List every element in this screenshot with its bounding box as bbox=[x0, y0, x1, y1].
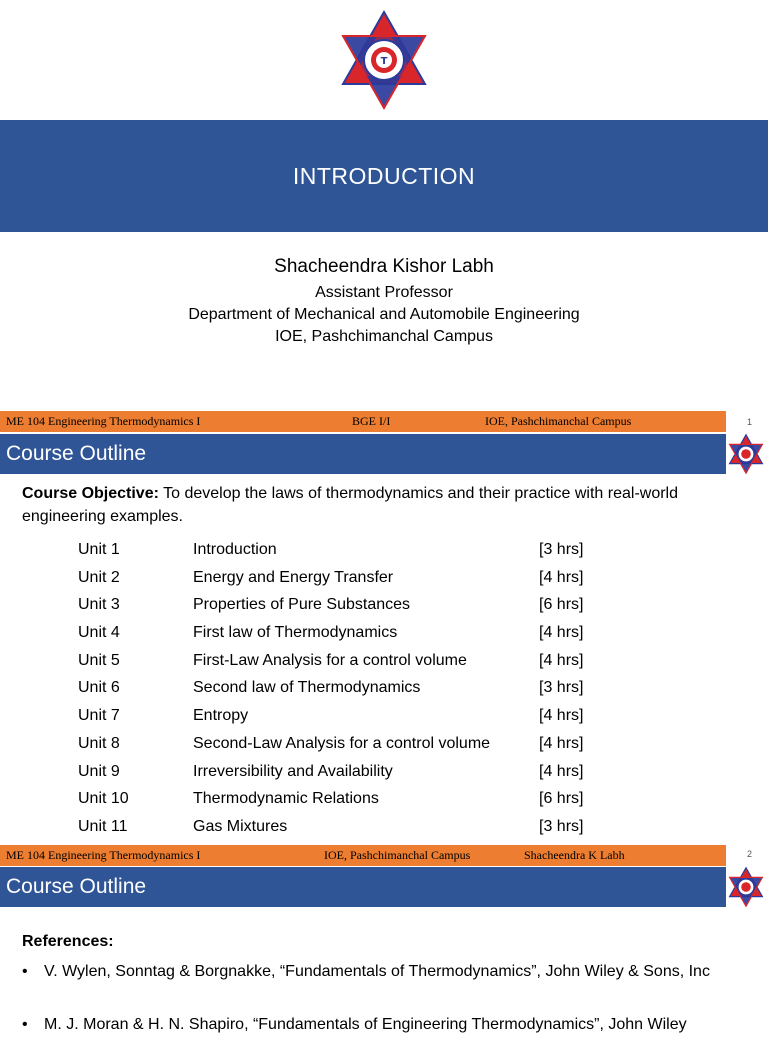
unit-title: Properties of Pure Substances bbox=[193, 596, 411, 614]
footer-author: Shacheendra K Labh bbox=[524, 848, 625, 862]
unit-title: Entropy bbox=[193, 707, 249, 725]
unit-row bbox=[78, 733, 638, 761]
unit-title: First law of Thermodynamics bbox=[193, 624, 398, 642]
unit-hours: [4 hrs] bbox=[539, 651, 584, 669]
unit-title: Irreversibility and Availability bbox=[193, 762, 393, 780]
unit-title: Introduction bbox=[193, 541, 277, 558]
unit-number: Unit 11 bbox=[78, 817, 128, 835]
reference-text: V. Wylen, Sonntag & Borgnakke, “Fundamentals of Thermodynamics”, John Wiley & Sons, Inc bbox=[44, 963, 710, 980]
unit-number: Unit 3 bbox=[78, 596, 120, 614]
author-name: Shacheendra Kishor Labh bbox=[274, 256, 494, 277]
unit-number: Unit 8 bbox=[78, 734, 120, 752]
objective-text: To develop the laws of thermodynamics and their practice with real-world engineering examples. bbox=[22, 485, 678, 525]
unit-hours: [4 hrs] bbox=[539, 624, 584, 642]
unit-row bbox=[78, 761, 638, 789]
unit-title: Energy and Energy Transfer bbox=[193, 568, 394, 586]
objective-label: Course Objective: bbox=[22, 485, 159, 502]
university-emblem-icon bbox=[341, 10, 427, 110]
unit-number: Unit 10 bbox=[78, 790, 129, 808]
university-emblem-icon bbox=[728, 867, 764, 907]
unit-row bbox=[78, 567, 638, 595]
unit-number: Unit 5 bbox=[78, 651, 120, 669]
slide-title: INTRODUCTION bbox=[292, 162, 476, 189]
unit-list bbox=[78, 539, 638, 844]
unit-number: Unit 6 bbox=[78, 679, 120, 697]
author-role: Assistant Professor bbox=[315, 284, 453, 301]
unit-hours: [3 hrs] bbox=[539, 817, 584, 835]
slide-footer-2 bbox=[0, 845, 726, 866]
unit-row bbox=[78, 816, 638, 844]
footer-course: ME 104 Engineering Thermodynamics I bbox=[6, 848, 201, 862]
unit-title: Second law of Thermodynamics bbox=[193, 679, 421, 697]
slide-header-course-outline bbox=[0, 867, 726, 907]
unit-row bbox=[78, 705, 638, 733]
slide-header-title: Course Outline bbox=[6, 442, 147, 465]
footer-course: ME 104 Engineering Thermodynamics I bbox=[6, 414, 201, 428]
footer-campus: IOE, Pashchimanchal Campus bbox=[485, 414, 632, 428]
unit-row bbox=[78, 539, 638, 567]
footer-program: BGE I/I bbox=[352, 414, 391, 428]
author-department: Department of Mechanical and Automobile Engineering bbox=[188, 306, 580, 323]
title-slide bbox=[0, 0, 768, 410]
unit-row bbox=[78, 622, 638, 650]
unit-hours: [6 hrs] bbox=[539, 790, 584, 808]
slide-header-course-outline bbox=[0, 434, 726, 474]
bullet-icon: • bbox=[22, 963, 28, 980]
unit-hours: [4 hrs] bbox=[539, 568, 584, 586]
unit-hours: [3 hrs] bbox=[539, 679, 584, 697]
unit-number: Unit 7 bbox=[78, 707, 120, 725]
slide-header-title: Course Outline bbox=[6, 875, 147, 898]
unit-hours: [4 hrs] bbox=[539, 707, 584, 725]
author-campus: IOE, Pashchimanchal Campus bbox=[275, 328, 493, 345]
reference-item bbox=[22, 959, 744, 985]
unit-hours: [4 hrs] bbox=[539, 734, 584, 752]
unit-title: First-Law Analysis for a control volume bbox=[193, 651, 467, 669]
unit-hours: [3 hrs] bbox=[539, 541, 584, 558]
unit-row bbox=[78, 677, 638, 705]
reference-text: M. J. Moran & H. N. Shapiro, “Fundamentals of Engineering Thermodynamics”, John Wiley bbox=[44, 1016, 687, 1033]
unit-hours: [4 hrs] bbox=[539, 762, 584, 780]
unit-row bbox=[78, 650, 638, 678]
unit-number: Unit 1 bbox=[78, 541, 120, 558]
page-number: 2 bbox=[747, 849, 753, 859]
bullet-icon: • bbox=[22, 1016, 28, 1033]
footer-campus: IOE, Pashchimanchal Campus bbox=[324, 848, 471, 862]
page-number: 1 bbox=[747, 417, 753, 427]
references-heading: References: bbox=[22, 933, 114, 950]
unit-title: Gas Mixtures bbox=[193, 817, 288, 835]
unit-hours: [6 hrs] bbox=[539, 596, 584, 614]
slide-title-band bbox=[0, 120, 768, 232]
unit-title: Thermodynamic Relations bbox=[193, 790, 379, 808]
author-block bbox=[0, 254, 768, 348]
unit-title: Second-Law Analysis for a control volume bbox=[193, 734, 491, 752]
unit-row bbox=[78, 788, 638, 816]
unit-row bbox=[78, 594, 638, 622]
reference-item bbox=[22, 1012, 744, 1038]
slide-footer-1 bbox=[0, 411, 726, 432]
unit-number: Unit 9 bbox=[78, 762, 120, 780]
unit-number: Unit 4 bbox=[78, 624, 120, 642]
university-emblem-icon bbox=[728, 434, 764, 474]
course-objective bbox=[22, 482, 734, 528]
svg-text:T: T bbox=[380, 56, 388, 67]
unit-number: Unit 2 bbox=[78, 568, 120, 586]
